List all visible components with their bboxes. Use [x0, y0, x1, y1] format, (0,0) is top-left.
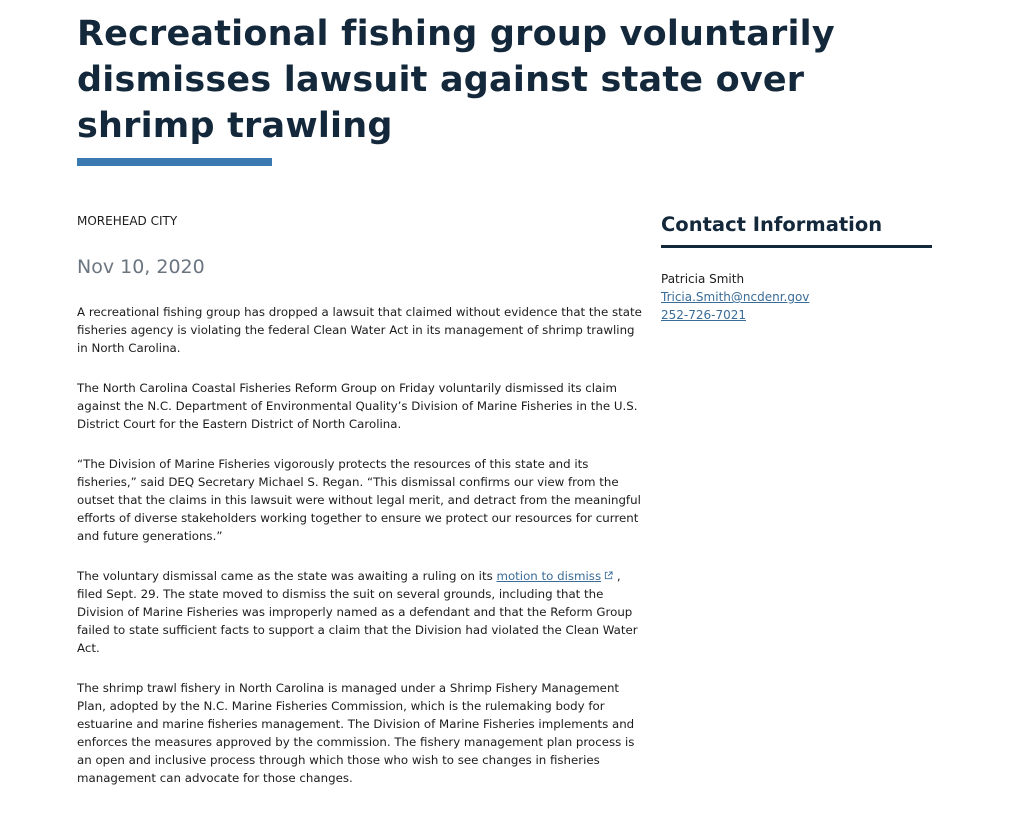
article-body — [77, 303, 647, 787]
paragraph-4-rest: , filed Sept. 29. The state moved to dismiss the suit on several grounds, including that the Division of Marine Fisheries was improperly named as a defendant and that the Reform Group failed to state sufficient facts to support a claim that the Division had violated the Clean Water Act. — [77, 569, 638, 655]
dateline: MOREHEAD CITY — [77, 214, 178, 228]
paragraph-3: “The Division of Marine Fisheries vigorously protects the resources of this state and its fisheries,” said DEQ Secretary Michael S. Regan. “This dismissal confirms our view from the outset that the claims in this lawsuit were without legal merit, and detract from the meaningful efforts of diverse stakeholders working together to ensure we protect our resources for current and future generations.” — [77, 457, 641, 543]
contact-phone-link[interactable]: 252-726-7021 — [661, 308, 747, 322]
contact-details — [661, 270, 932, 324]
paragraph-2: The North Carolina Coastal Fisheries Reform Group on Friday voluntarily dismissed its claim against the N.C. Department of Environmental Quality’s Division of Marine Fisheries in the U.S. District Court for the Eastern District of North Carolina. — [77, 381, 638, 431]
contact-name: Patricia Smith — [661, 272, 745, 286]
title-accent-bar — [77, 158, 272, 166]
paragraph-4-lead: The voluntary dismissal came as the state was awaiting a ruling on its — [77, 569, 497, 583]
contact-email-link[interactable]: Tricia.Smith@ncdenr.gov — [661, 290, 810, 304]
publication-date: Nov 10, 2020 — [77, 256, 205, 278]
motion-to-dismiss-link[interactable] — [496, 569, 613, 583]
contact-information-panel — [661, 212, 932, 324]
paragraph-1: A recreational fishing group has dropped a lawsuit that claimed without evidence that the state fisheries agency is violating the federal Clean Water Act in its management of shrimp trawling in North Carolina. — [77, 305, 642, 355]
paragraph-5: The shrimp trawl fishery in North Carolina is managed under a Shrimp Fishery Management Plan, adopted by the N.C. Marine Fisheries Commission, which is the rulemaking body for estuarine and marine fisheries management. The Division of Marine Fisheries implements and enforces the measures approved by the commission. The fishery management plan process is an open and inclusive process through which those who wish to see changes in fisheries management can advocate for those changes. — [77, 681, 635, 785]
page-title: Recreational fishing group voluntarily dismisses lawsuit against state over shrimp trawling — [77, 14, 835, 146]
external-link-icon — [604, 571, 613, 580]
motion-to-dismiss-link-label: motion to dismiss — [496, 569, 602, 583]
paragraph-4 — [77, 567, 647, 657]
contact-divider — [661, 245, 932, 248]
contact-heading: Contact Information — [661, 213, 883, 236]
